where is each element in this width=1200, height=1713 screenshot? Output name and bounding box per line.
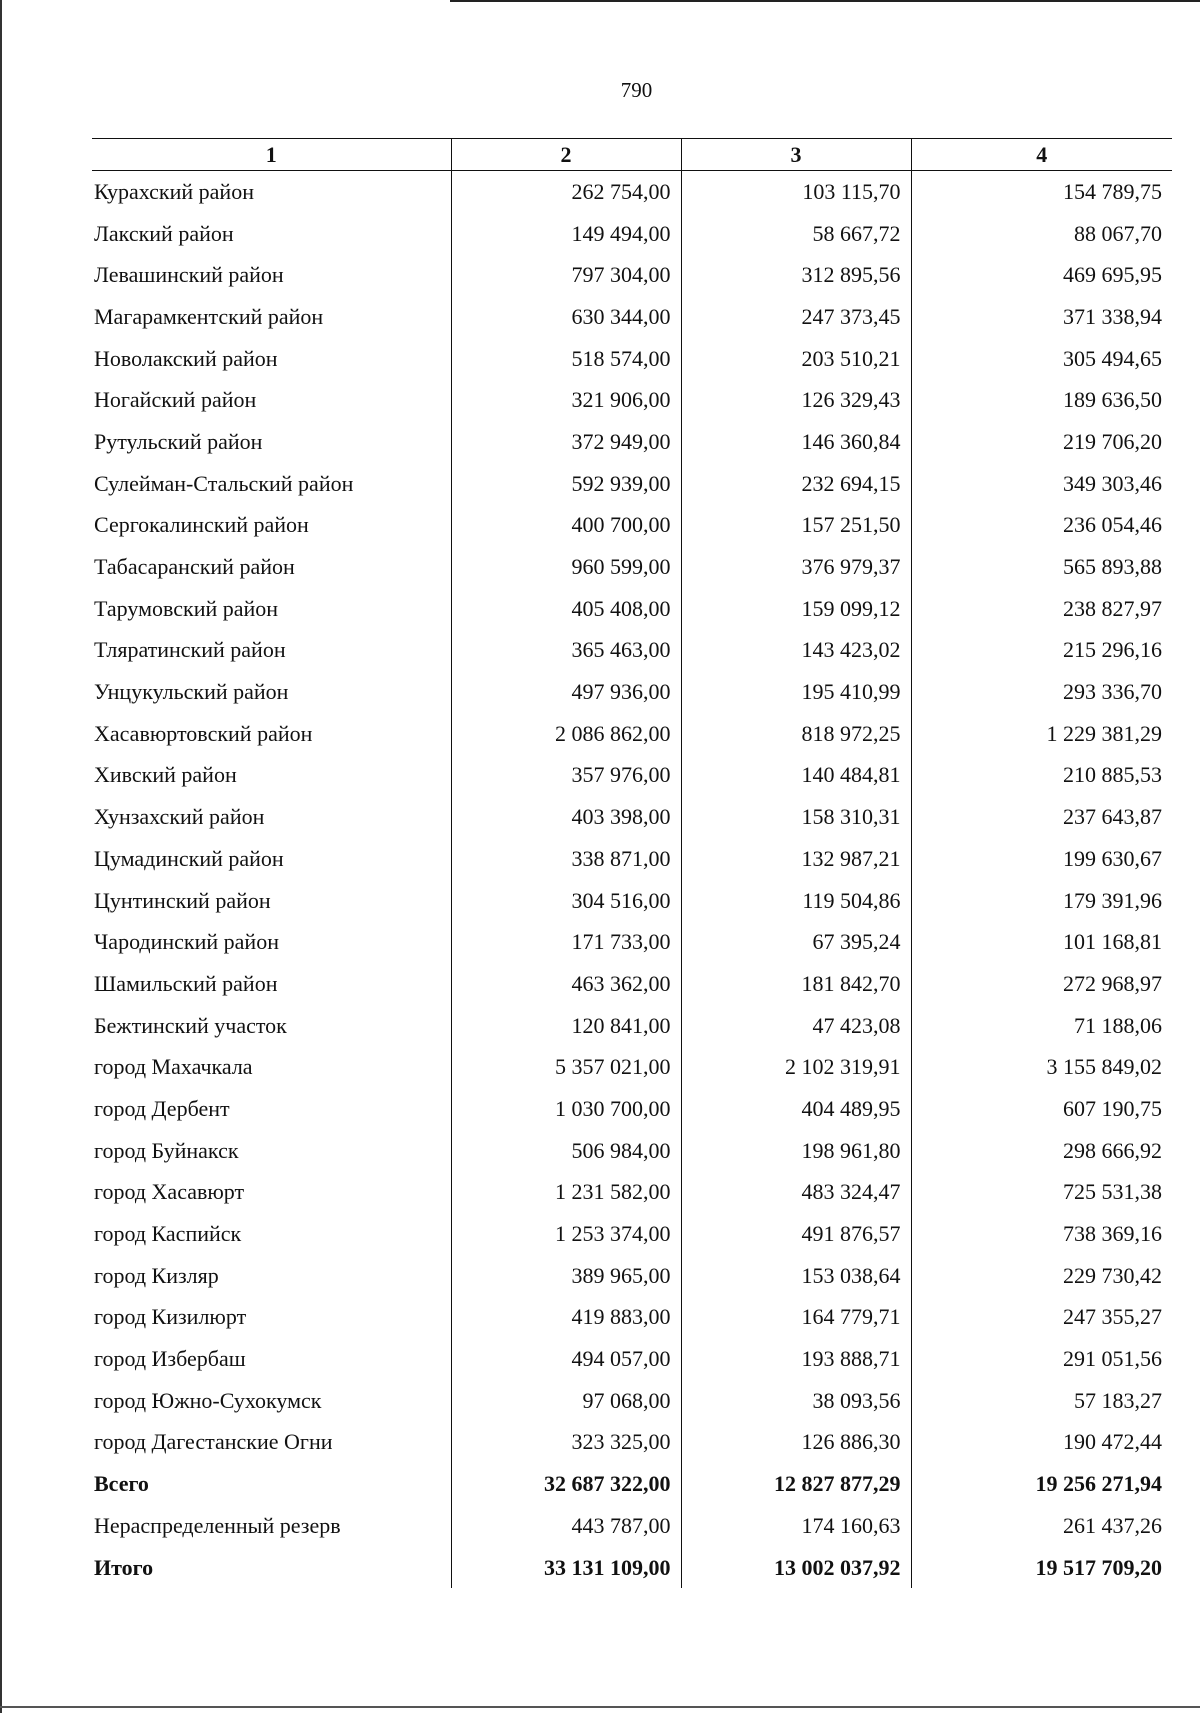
row-value-col-4: 19 256 271,94 xyxy=(911,1463,1172,1505)
row-value-col-4: 154 789,75 xyxy=(911,171,1172,213)
row-name-cell: город Буйнакск xyxy=(94,1137,239,1163)
header-col-3: 3 xyxy=(681,139,911,171)
table-row xyxy=(92,755,1172,797)
row-value-col-2: 506 984,00 xyxy=(451,1130,681,1172)
row-value-col-3: 13 002 037,92 xyxy=(681,1547,911,1589)
row-value-col-2: 463 362,00 xyxy=(451,963,681,1005)
row-value-col-2: 419 883,00 xyxy=(451,1297,681,1339)
table-row xyxy=(92,1046,1172,1088)
table-row xyxy=(92,171,1172,213)
row-value-col-4: 238 827,97 xyxy=(911,588,1172,630)
row-value-col-2: 357 976,00 xyxy=(451,755,681,797)
row-name-cell: город Каспийск xyxy=(94,1221,242,1247)
table-row xyxy=(92,546,1172,588)
row-name-cell: Сергокалинский район xyxy=(94,512,309,538)
row-value-col-3: 312 895,56 xyxy=(681,254,911,296)
row-value-col-4: 210 885,53 xyxy=(911,755,1172,797)
row-value-col-4: 725 531,38 xyxy=(911,1172,1172,1214)
row-value-col-4: 305 494,65 xyxy=(911,338,1172,380)
distribution-table xyxy=(92,138,1172,1588)
row-name-cell: город Южно-Сухокумск xyxy=(94,1387,322,1413)
row-value-col-2: 5 357 021,00 xyxy=(451,1046,681,1088)
row-value-col-3: 181 842,70 xyxy=(681,963,911,1005)
table-row xyxy=(92,505,1172,547)
row-value-col-4: 219 706,20 xyxy=(911,421,1172,463)
row-name-cell: Бежтинский участок xyxy=(94,1012,287,1038)
table-row xyxy=(92,921,1172,963)
row-name-cell: город Кизляр xyxy=(94,1262,219,1288)
table-row xyxy=(92,213,1172,255)
row-value-col-4: 236 054,46 xyxy=(911,505,1172,547)
table-row xyxy=(92,796,1172,838)
row-name-cell: Курахский район xyxy=(94,178,254,204)
row-name-cell: Рутульский район xyxy=(94,428,263,454)
row-value-col-4: 291 051,56 xyxy=(911,1338,1172,1380)
row-name-cell: Хасавюртовский район xyxy=(94,720,313,746)
row-value-col-3: 146 360,84 xyxy=(681,421,911,463)
row-value-col-3: 198 961,80 xyxy=(681,1130,911,1172)
row-value-col-4: 298 666,92 xyxy=(911,1130,1172,1172)
row-name-cell: город Дагестанские Огни xyxy=(94,1429,333,1455)
table-row xyxy=(92,1005,1172,1047)
row-value-col-2: 1 231 582,00 xyxy=(451,1172,681,1214)
row-value-col-3: 203 510,21 xyxy=(681,338,911,380)
row-name-cell: Магарамкентский район xyxy=(94,303,324,329)
row-value-col-4: 88 067,70 xyxy=(911,213,1172,255)
row-value-col-4: 19 517 709,20 xyxy=(911,1547,1172,1589)
row-value-col-2: 171 733,00 xyxy=(451,921,681,963)
row-value-col-3: 376 979,37 xyxy=(681,546,911,588)
row-value-col-2: 405 408,00 xyxy=(451,588,681,630)
row-value-col-2: 389 965,00 xyxy=(451,1255,681,1297)
row-value-col-2: 262 754,00 xyxy=(451,171,681,213)
row-value-col-2: 518 574,00 xyxy=(451,338,681,380)
row-value-col-4: 565 893,88 xyxy=(911,546,1172,588)
row-value-col-2: 494 057,00 xyxy=(451,1338,681,1380)
row-name-cell: Цунтинский район xyxy=(94,887,271,913)
row-value-col-2: 960 599,00 xyxy=(451,546,681,588)
table-row xyxy=(92,588,1172,630)
row-value-col-3: 247 373,45 xyxy=(681,296,911,338)
row-name-cell: Новолакский район xyxy=(94,345,278,371)
row-value-col-3: 232 694,15 xyxy=(681,463,911,505)
row-value-col-2: 1 253 374,00 xyxy=(451,1213,681,1255)
table-row xyxy=(92,1547,1172,1589)
row-value-col-2: 372 949,00 xyxy=(451,421,681,463)
table-row xyxy=(92,421,1172,463)
row-value-col-2: 321 906,00 xyxy=(451,379,681,421)
row-value-col-4: 293 336,70 xyxy=(911,671,1172,713)
row-value-col-3: 140 484,81 xyxy=(681,755,911,797)
row-value-col-3: 404 489,95 xyxy=(681,1088,911,1130)
row-value-col-2: 33 131 109,00 xyxy=(451,1547,681,1589)
row-value-col-3: 126 886,30 xyxy=(681,1422,911,1464)
row-value-col-4: 1 229 381,29 xyxy=(911,713,1172,755)
table-row xyxy=(92,254,1172,296)
row-value-col-4: 179 391,96 xyxy=(911,880,1172,922)
table-row xyxy=(92,1505,1172,1547)
header-col-4: 4 xyxy=(911,139,1172,171)
table-row xyxy=(92,1255,1172,1297)
table-row xyxy=(92,338,1172,380)
row-value-col-3: 195 410,99 xyxy=(681,671,911,713)
header-col-1: 1 xyxy=(92,139,451,171)
row-value-col-4: 371 338,94 xyxy=(911,296,1172,338)
row-name-cell: Шамильский район xyxy=(94,970,278,996)
table-row xyxy=(92,1172,1172,1214)
row-value-col-4: 469 695,95 xyxy=(911,254,1172,296)
scan-edge-bottom xyxy=(0,1706,1200,1708)
row-name-cell: город Кизилюрт xyxy=(94,1304,247,1330)
row-value-col-2: 120 841,00 xyxy=(451,1005,681,1047)
row-value-col-3: 58 667,72 xyxy=(681,213,911,255)
row-name-cell: Табасаранский район xyxy=(94,554,295,580)
row-name-cell: Лакский район xyxy=(94,220,234,246)
row-name-cell: Тляратинский район xyxy=(94,637,286,663)
header-col-2: 2 xyxy=(451,139,681,171)
row-value-col-2: 400 700,00 xyxy=(451,505,681,547)
table-row xyxy=(92,1088,1172,1130)
table-row xyxy=(92,1380,1172,1422)
row-value-col-3: 126 329,43 xyxy=(681,379,911,421)
row-value-col-4: 738 369,16 xyxy=(911,1213,1172,1255)
row-name-cell: Чародинский район xyxy=(94,929,279,955)
row-value-col-3: 159 099,12 xyxy=(681,588,911,630)
row-name-cell: Унцукульский район xyxy=(94,679,289,705)
row-name-cell: Всего xyxy=(94,1471,149,1497)
row-value-col-4: 71 188,06 xyxy=(911,1005,1172,1047)
row-value-col-2: 1 030 700,00 xyxy=(451,1088,681,1130)
row-value-col-3: 193 888,71 xyxy=(681,1338,911,1380)
row-value-col-2: 797 304,00 xyxy=(451,254,681,296)
table-row xyxy=(92,671,1172,713)
table-body xyxy=(92,171,1172,1589)
row-value-col-4: 349 303,46 xyxy=(911,463,1172,505)
table-header-row xyxy=(92,139,1172,171)
row-value-col-4: 101 168,81 xyxy=(911,921,1172,963)
row-name-cell: Итого xyxy=(94,1554,154,1580)
row-value-col-4: 199 630,67 xyxy=(911,838,1172,880)
row-name-cell: Левашинский район xyxy=(94,262,284,288)
table-row xyxy=(92,1422,1172,1464)
row-value-col-2: 443 787,00 xyxy=(451,1505,681,1547)
row-value-col-2: 2 086 862,00 xyxy=(451,713,681,755)
row-value-col-3: 38 093,56 xyxy=(681,1380,911,1422)
row-value-col-3: 67 395,24 xyxy=(681,921,911,963)
row-value-col-3: 818 972,25 xyxy=(681,713,911,755)
table-row xyxy=(92,1130,1172,1172)
scan-edge-top xyxy=(450,0,1200,2)
scan-edge-left xyxy=(0,0,2,1713)
table-row xyxy=(92,963,1172,1005)
row-name-cell: Нераспределенный резерв xyxy=(94,1512,341,1538)
row-value-col-4: 189 636,50 xyxy=(911,379,1172,421)
row-name-cell: Хунзахский район xyxy=(94,804,265,830)
row-name-cell: город Дербент xyxy=(94,1095,230,1121)
row-value-col-2: 149 494,00 xyxy=(451,213,681,255)
row-name-cell: Ногайский район xyxy=(94,387,257,413)
row-value-col-3: 491 876,57 xyxy=(681,1213,911,1255)
row-name-cell: город Хасавюрт xyxy=(94,1179,245,1205)
table-row xyxy=(92,463,1172,505)
row-name-cell: Цумадинский район xyxy=(94,845,284,871)
row-value-col-3: 174 160,63 xyxy=(681,1505,911,1547)
table-row xyxy=(92,880,1172,922)
row-value-col-4: 57 183,27 xyxy=(911,1380,1172,1422)
row-value-col-3: 2 102 319,91 xyxy=(681,1046,911,1088)
page-number: 790 xyxy=(620,78,653,102)
row-value-col-2: 403 398,00 xyxy=(451,796,681,838)
row-value-col-2: 497 936,00 xyxy=(451,671,681,713)
row-value-col-4: 237 643,87 xyxy=(911,796,1172,838)
row-value-col-3: 164 779,71 xyxy=(681,1297,911,1339)
row-value-col-2: 592 939,00 xyxy=(451,463,681,505)
table-row xyxy=(92,713,1172,755)
table-row xyxy=(92,296,1172,338)
row-value-col-2: 304 516,00 xyxy=(451,880,681,922)
row-value-col-4: 607 190,75 xyxy=(911,1088,1172,1130)
row-value-col-3: 158 310,31 xyxy=(681,796,911,838)
table-row xyxy=(92,630,1172,672)
row-value-col-3: 132 987,21 xyxy=(681,838,911,880)
row-value-col-4: 261 437,26 xyxy=(911,1505,1172,1547)
row-value-col-3: 157 251,50 xyxy=(681,505,911,547)
row-value-col-4: 190 472,44 xyxy=(911,1422,1172,1464)
table-row xyxy=(92,1338,1172,1380)
row-value-col-2: 365 463,00 xyxy=(451,630,681,672)
row-value-col-4: 272 968,97 xyxy=(911,963,1172,1005)
row-value-col-4: 247 355,27 xyxy=(911,1297,1172,1339)
row-value-col-4: 3 155 849,02 xyxy=(911,1046,1172,1088)
table-row xyxy=(92,1213,1172,1255)
row-value-col-2: 32 687 322,00 xyxy=(451,1463,681,1505)
row-name-cell: Тарумовский район xyxy=(94,595,279,621)
row-value-col-4: 229 730,42 xyxy=(911,1255,1172,1297)
row-value-col-2: 323 325,00 xyxy=(451,1422,681,1464)
row-name-cell: город Махачкала xyxy=(94,1054,253,1080)
table-row xyxy=(92,379,1172,421)
row-value-col-2: 97 068,00 xyxy=(451,1380,681,1422)
row-value-col-2: 630 344,00 xyxy=(451,296,681,338)
row-value-col-3: 12 827 877,29 xyxy=(681,1463,911,1505)
row-name-cell: Сулейман-Стальский район xyxy=(94,470,354,496)
table-row xyxy=(92,838,1172,880)
row-value-col-3: 103 115,70 xyxy=(681,171,911,213)
row-value-col-4: 215 296,16 xyxy=(911,630,1172,672)
row-value-col-3: 153 038,64 xyxy=(681,1255,911,1297)
row-value-col-3: 143 423,02 xyxy=(681,630,911,672)
row-name-cell: Хивский район xyxy=(94,762,237,788)
row-name-cell: город Избербаш xyxy=(94,1346,246,1372)
table-row xyxy=(92,1463,1172,1505)
row-value-col-3: 119 504,86 xyxy=(681,880,911,922)
row-value-col-2: 338 871,00 xyxy=(451,838,681,880)
row-value-col-3: 483 324,47 xyxy=(681,1172,911,1214)
row-value-col-3: 47 423,08 xyxy=(681,1005,911,1047)
table-row xyxy=(92,1297,1172,1339)
